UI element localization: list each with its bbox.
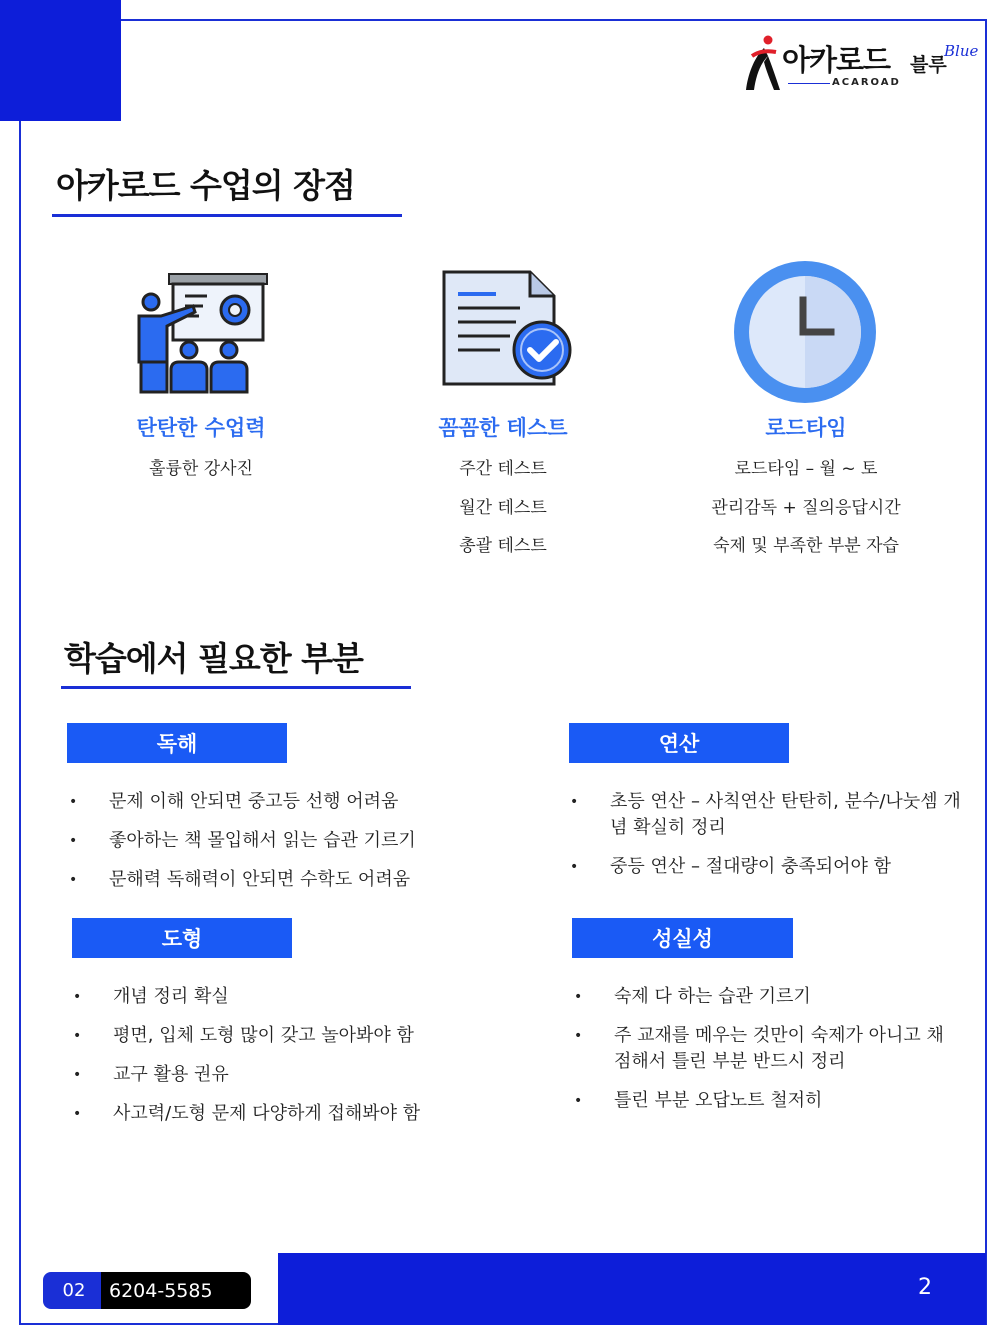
- list-item: • 주 교재를 메우는 것만이 숙제가 아니고 채점해서 틀린 부분 반드시 정리: [574, 1023, 944, 1075]
- list-item: • 초등 연산 – 사칙연산 탄탄히, 분수/나눗셈 개념 확실히 정리: [570, 789, 970, 841]
- footer-bar: [278, 1253, 986, 1325]
- feature-line: 숙제 및 부족한 부분 자습: [713, 536, 899, 556]
- section-underline: [52, 214, 402, 217]
- label-geometry: 도형: [72, 918, 292, 958]
- document-check-icon: [444, 272, 570, 384]
- list-item: • 평면, 입체 도형 많이 갖고 놀아봐야 함: [73, 1023, 493, 1049]
- list-item: • 개념 정리 확실: [73, 984, 493, 1010]
- corner-block: [0, 0, 121, 121]
- clock-icon: [734, 261, 876, 403]
- logo-brand-text: 아카로드: [782, 43, 891, 77]
- label-reading: 독해: [67, 723, 287, 763]
- list-reading: [69, 789, 489, 906]
- logo-script-text: Blue: [944, 42, 979, 60]
- phone-number: 6204-5585: [101, 1272, 251, 1309]
- list-item: • 교구 활용 권유: [73, 1062, 493, 1088]
- feature-roadtime: [656, 412, 956, 570]
- feature-title: 꼼꼼한 테스트: [438, 416, 568, 440]
- list-item: • 틀린 부분 오답노트 철저히: [574, 1088, 944, 1114]
- list-arithmetic: [570, 789, 970, 893]
- list-item: • 좋아하는 책 몰입해서 읽는 습관 기르기: [69, 828, 489, 854]
- section-title-advantages: 아카로드 수업의 장점: [56, 166, 355, 205]
- feature-line: 총괄 테스트: [459, 536, 547, 556]
- presentation-icon: [133, 272, 269, 396]
- list-item: • 중등 연산 – 절대량이 충족되어야 함: [570, 854, 970, 880]
- feature-title: 탄탄한 수업력: [136, 416, 266, 440]
- feature-line: 훌륭한 강사진: [149, 459, 253, 479]
- feature-title: 로드타임: [765, 416, 847, 440]
- acaroad-logo: [744, 32, 984, 98]
- list-item: • 숙제 다 하는 습관 기르기: [574, 984, 944, 1010]
- label-diligence: 성실성: [572, 918, 793, 958]
- phone-area-code: 02: [43, 1272, 105, 1309]
- feature-teaching: [51, 412, 351, 493]
- phone-badge: [43, 1272, 251, 1309]
- logo-sub-text: 블루: [910, 54, 947, 76]
- logo-english-text: ACAROAD: [832, 77, 901, 88]
- page-number: 2: [918, 1275, 932, 1300]
- feature-test: [353, 412, 653, 570]
- list-diligence: [574, 984, 944, 1127]
- feature-line: 월간 테스트: [459, 497, 547, 518]
- list-item: • 문해력 독해력이 안되면 수학도 어려움: [69, 867, 489, 893]
- section-title-needs: 학습에서 필요한 부분: [64, 639, 363, 678]
- runner-logo-icon: [744, 34, 784, 92]
- label-arithmetic: 연산: [569, 723, 789, 763]
- feature-line: 관리감독 + 질의응답시간: [711, 497, 901, 518]
- list-geometry: [73, 984, 493, 1140]
- list-item: • 문제 이해 안되면 중고등 선행 어려움: [69, 789, 489, 815]
- list-item: • 사고력/도형 문제 다양하게 접해봐야 함: [73, 1101, 493, 1127]
- section-underline: [61, 686, 411, 689]
- feature-line: 로드타임 – 월 ~ 토: [734, 459, 878, 479]
- logo-underline: [788, 83, 830, 84]
- feature-line: 주간 테스트: [459, 459, 547, 479]
